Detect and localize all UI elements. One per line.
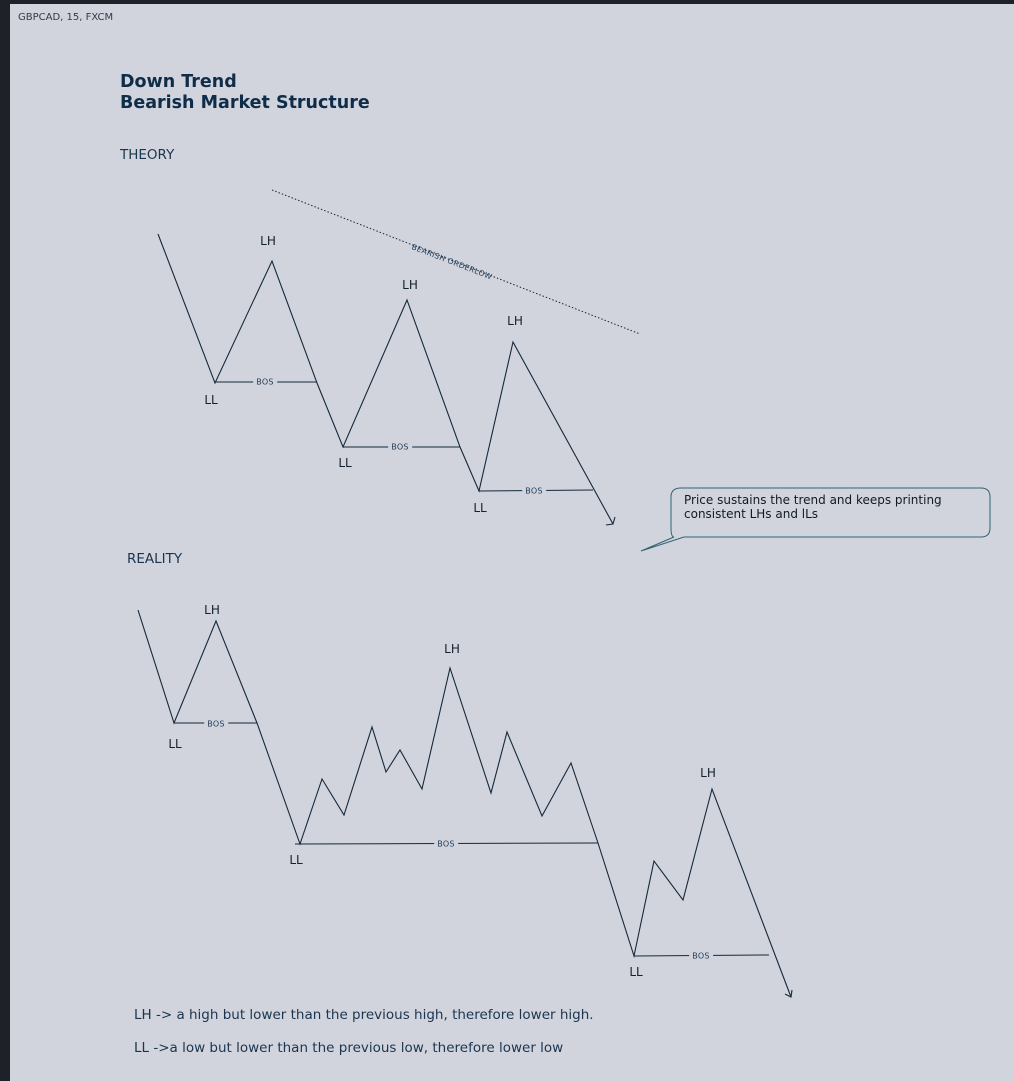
reality-lh-label-3: LH (700, 766, 716, 780)
theory-arrowhead (606, 517, 615, 525)
definition-lh: LH -> a high but lower than the previous high, therefore lower high. (134, 1007, 594, 1023)
reality-ll-label-3: LL (629, 965, 643, 979)
theory-lh-label-2: LH (402, 278, 418, 292)
reality-heading: REALITY (127, 551, 183, 567)
reality-lh-label-2: LH (444, 642, 460, 656)
chart-canvas (10, 4, 1014, 1081)
title-line-1: Down Trend (120, 72, 237, 92)
theory-lh-label-1: LH (260, 234, 276, 248)
reality-ll-label-2: LL (289, 853, 303, 867)
symbol-label: GBPCAD, 15, FXCM (18, 12, 114, 23)
orderflow-label: BEARISH ORDERLOW (410, 242, 494, 282)
reality-bos-label-3: BOS (689, 952, 713, 961)
theory-price-path (158, 234, 613, 524)
theory-ll-label-1: LL (204, 393, 218, 407)
theory-bos-label-1: BOS (253, 378, 277, 387)
theory-ll-label-2: LL (338, 456, 352, 470)
theory-bos-label-3: BOS (522, 487, 546, 496)
theory-ll-label-3: LL (473, 501, 487, 515)
title-line-2: Bearish Market Structure (120, 93, 370, 113)
theory-lh-label-3: LH (507, 314, 523, 328)
reality-ll-label-1: LL (168, 737, 182, 751)
reality-bos-label-2: BOS (434, 840, 458, 849)
theory-heading: THEORY (120, 147, 175, 163)
theory-bos-label-2: BOS (388, 443, 412, 452)
reality-bos-label-1: BOS (204, 720, 228, 729)
definition-ll: LL ->a low but lower than the previous low, therefore lower low (134, 1040, 564, 1056)
reality-price-path (138, 610, 791, 997)
reality-lh-label-1: LH (204, 603, 220, 617)
drawing-layer (10, 4, 1014, 1081)
callout-text: Price sustains the trend and keeps printing consistent LHs and lLs (684, 493, 942, 521)
